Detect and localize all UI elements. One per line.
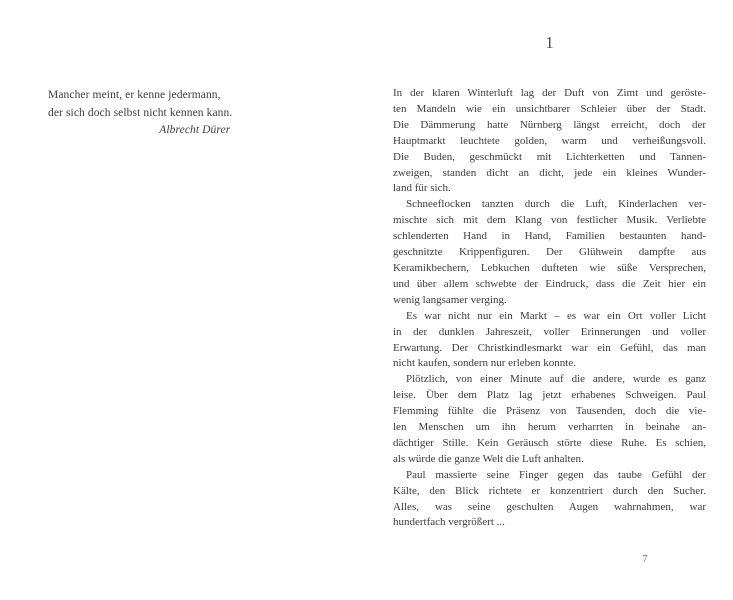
body-line: Erwartung. Der Christkindlesmarkt war ein Gefühl, das man [393,341,706,354]
body-line: In der klaren Winterluft lag der Duft von Zimt und geröste- [393,87,706,99]
body-line: schlenderten Hand in Hand, Familien bestaunten hand- [393,230,706,243]
body-line: len Menschen um ihn herum verharrten in beinahe an- [393,421,706,434]
epigraph-attribution: Albrecht Dürer [159,124,231,136]
body-line: Schneeflocken tanzten durch die Luft, Kinderlachen ver- [406,198,706,211]
body-line: Die Dämmerung hatte Nürnberg längst erreicht, doch der [393,118,706,131]
body-line: Es war nicht nur ein Markt – es war ein Ort voller Licht [406,309,706,322]
body-line: Hauptmarkt leuchtete golden, warm und verheißungsvoll. [393,134,706,147]
body-line: Flemming fühlte die Präsenz von Tausenden, doch die vie- [393,405,706,418]
body-line: als würde die ganze Welt die Luft anhalten. [393,452,584,465]
body-line: Kälte, den Blick richtete er konzentriert durch den Sucher. [393,484,706,497]
body-line: Paul massierte seine Finger gegen das taube Gefühl der [406,468,706,481]
body-line: mischte sich mit dem Klang von festlicher Musik. Verliebte [393,214,706,227]
chapter-body [393,86,706,531]
body-line: Plötzlich, von einer Minute auf die andere, wurde es ganz [406,373,706,386]
body-line: hundertfach vergrößert ... [393,516,505,529]
body-line: ten Mandeln wie ein unsichtbarer Schleier über der Stadt. [393,102,706,115]
body-line: zweigen, standen dicht an dicht, jede ein kleines Wunder- [393,166,706,179]
body-line: und über allem schwebte der Eindruck, dass die Zeit hier ein [393,277,706,290]
body-line: Die Buden, geschmückt mit Lichterketten und Tannen- [393,150,706,163]
epigraph [48,87,232,140]
epigraph-lines [48,87,232,122]
body-line: Keramikbechern, Lebkuchen dufteten wie süße Versprechen, [393,261,706,274]
body-line: Alles, was seine geschulten Augen wahrnahmen, war [393,500,706,513]
body-line: in der dunklen Jahreszeit, voller Erinnerungen und voller [393,325,706,338]
body-line: geschnitzte Krippenfiguren. Der Glühwein dampfte aus [393,246,706,259]
body-line: land für sich. [393,182,451,195]
body-line: wenig langsamer verging. [393,293,507,306]
epigraph-line: Mancher meint, er kenne jedermann, [48,89,221,101]
body-line: leise. Über dem Platz lag jetzt erhabenes Schweigen. Paul [393,389,706,402]
chapter-number: 1 [545,33,554,52]
page-number: 7 [642,553,648,565]
body-line: dächtiger Stille. Kein Geräusch störte diese Ruhe. Es schien, [393,436,706,449]
body-line: nicht kaufen, sondern nur erleben konnte. [393,357,576,370]
epigraph-line: der sich doch selbst nicht kennen kann. [48,106,233,119]
